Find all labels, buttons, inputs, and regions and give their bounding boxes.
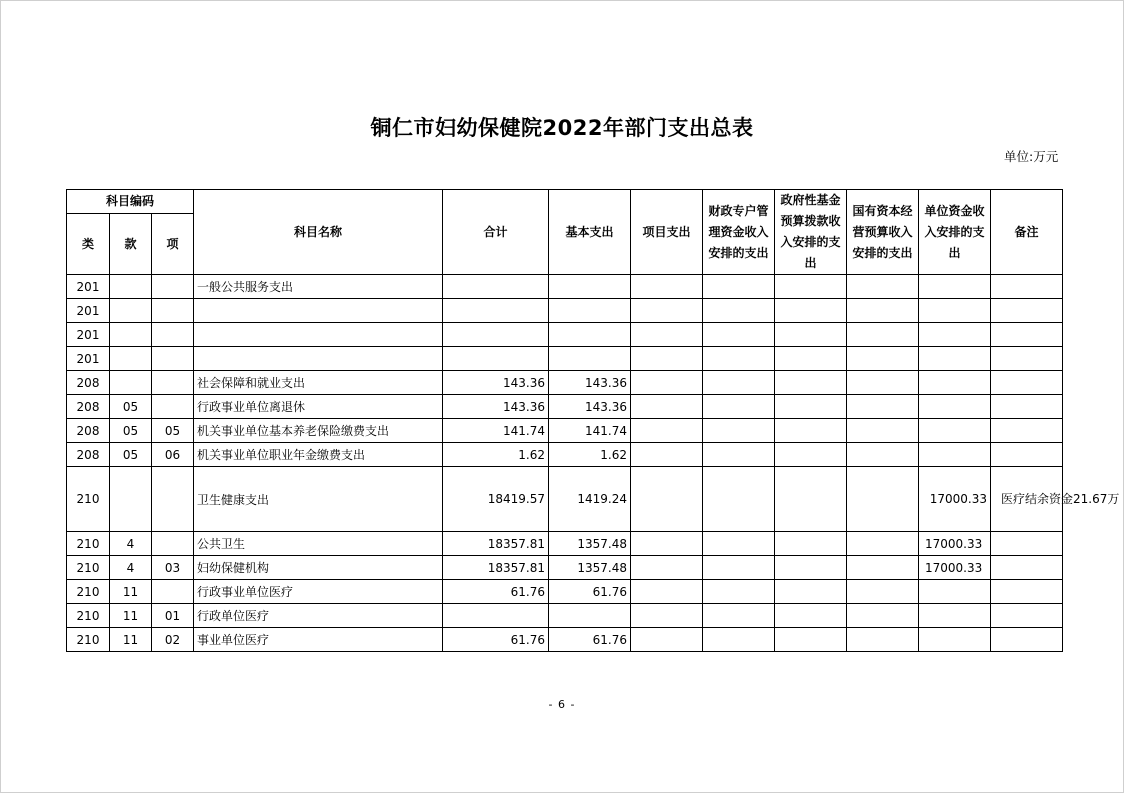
cell-state-capital	[847, 604, 919, 628]
cell-project	[631, 628, 703, 652]
cell-project	[631, 275, 703, 299]
cell-xiang	[152, 532, 194, 556]
cell-total	[443, 275, 549, 299]
table-row	[67, 395, 1063, 419]
cell-unit-funds	[919, 580, 991, 604]
cell-kuan: 11	[110, 604, 152, 628]
table-row	[67, 275, 1063, 299]
cell-basic: 143.36	[549, 371, 631, 395]
cell-name: 公共卫生	[194, 532, 443, 556]
cell-unit-funds	[919, 275, 991, 299]
cell-kuan: 4	[110, 532, 152, 556]
cell-lei: 210	[67, 580, 110, 604]
cell-total: 143.36	[443, 395, 549, 419]
cell-name: 行政事业单位医疗	[194, 580, 443, 604]
page-number: - 6 -	[548, 698, 576, 711]
cell-basic	[549, 299, 631, 323]
cell-state-capital	[847, 628, 919, 652]
cell-unit-funds	[919, 323, 991, 347]
cell-lei: 208	[67, 395, 110, 419]
cell-remarks	[991, 556, 1063, 580]
cell-total: 18419.57	[443, 467, 549, 532]
table-row	[67, 347, 1063, 371]
cell-unit-funds	[919, 604, 991, 628]
cell-remarks	[991, 604, 1063, 628]
cell-kuan	[110, 299, 152, 323]
header-code-group: 科目编码	[67, 190, 194, 214]
cell-state-capital	[847, 580, 919, 604]
cell-lei: 210	[67, 532, 110, 556]
cell-gov-fund	[775, 299, 847, 323]
cell-name: 行政单位医疗	[194, 604, 443, 628]
cell-unit-funds: 17000.33	[919, 532, 991, 556]
cell-remarks	[991, 347, 1063, 371]
cell-remarks	[991, 371, 1063, 395]
table-row	[67, 628, 1063, 652]
cell-basic: 141.74	[549, 419, 631, 443]
cell-remarks: 医疗结余资金21.67万	[991, 467, 1063, 532]
cell-gov-fund	[775, 532, 847, 556]
cell-basic: 1357.48	[549, 556, 631, 580]
cell-remarks	[991, 395, 1063, 419]
cell-total: 18357.81	[443, 556, 549, 580]
cell-gov-fund	[775, 347, 847, 371]
cell-project	[631, 323, 703, 347]
cell-total	[443, 323, 549, 347]
cell-total: 61.76	[443, 628, 549, 652]
cell-lei: 208	[67, 443, 110, 467]
cell-gov-fund	[775, 580, 847, 604]
cell-state-capital	[847, 443, 919, 467]
table-row	[67, 443, 1063, 467]
cell-xiang: 05	[152, 419, 194, 443]
cell-name	[194, 299, 443, 323]
cell-lei: 210	[67, 628, 110, 652]
cell-fiscal-special	[703, 467, 775, 532]
cell-xiang: 03	[152, 556, 194, 580]
cell-project	[631, 580, 703, 604]
cell-xiang	[152, 323, 194, 347]
cell-gov-fund	[775, 371, 847, 395]
cell-basic: 143.36	[549, 395, 631, 419]
cell-kuan	[110, 347, 152, 371]
cell-name	[194, 323, 443, 347]
cell-basic: 1.62	[549, 443, 631, 467]
cell-project	[631, 532, 703, 556]
cell-total	[443, 604, 549, 628]
cell-project	[631, 467, 703, 532]
cell-kuan: 05	[110, 419, 152, 443]
cell-remarks	[991, 419, 1063, 443]
cell-fiscal-special	[703, 347, 775, 371]
table-row	[67, 556, 1063, 580]
cell-kuan: 4	[110, 556, 152, 580]
cell-project	[631, 604, 703, 628]
cell-lei: 210	[67, 604, 110, 628]
cell-remarks	[991, 532, 1063, 556]
cell-name: 事业单位医疗	[194, 628, 443, 652]
cell-remarks	[991, 275, 1063, 299]
cell-total: 1.62	[443, 443, 549, 467]
cell-name: 社会保障和就业支出	[194, 371, 443, 395]
header-project: 项目支出	[631, 190, 703, 275]
cell-total: 18357.81	[443, 532, 549, 556]
header-fiscal-special: 财政专户管理资金收入安排的支出	[703, 190, 775, 275]
cell-fiscal-special	[703, 443, 775, 467]
cell-xiang	[152, 580, 194, 604]
cell-unit-funds	[919, 347, 991, 371]
cell-project	[631, 347, 703, 371]
cell-lei: 210	[67, 556, 110, 580]
cell-basic	[549, 275, 631, 299]
unit-label: 单位:万元	[1004, 149, 1059, 164]
cell-fiscal-special	[703, 628, 775, 652]
cell-unit-funds	[919, 371, 991, 395]
cell-xiang	[152, 395, 194, 419]
table-row	[67, 323, 1063, 347]
cell-gov-fund	[775, 275, 847, 299]
cell-xiang	[152, 347, 194, 371]
cell-project	[631, 443, 703, 467]
cell-unit-funds	[919, 395, 991, 419]
cell-fiscal-special	[703, 299, 775, 323]
cell-gov-fund	[775, 467, 847, 532]
cell-fiscal-special	[703, 580, 775, 604]
cell-basic	[549, 604, 631, 628]
cell-unit-funds	[919, 299, 991, 323]
cell-xiang: 01	[152, 604, 194, 628]
header-basic: 基本支出	[549, 190, 631, 275]
table-row	[67, 604, 1063, 628]
cell-name: 一般公共服务支出	[194, 275, 443, 299]
cell-basic: 1419.24	[549, 467, 631, 532]
cell-state-capital	[847, 299, 919, 323]
cell-lei: 201	[67, 323, 110, 347]
cell-total	[443, 299, 549, 323]
header-kuan: 款	[110, 214, 152, 275]
cell-lei: 208	[67, 371, 110, 395]
cell-remarks	[991, 323, 1063, 347]
cell-gov-fund	[775, 395, 847, 419]
cell-unit-funds	[919, 419, 991, 443]
cell-total	[443, 347, 549, 371]
cell-kuan: 11	[110, 628, 152, 652]
cell-state-capital	[847, 467, 919, 532]
cell-xiang	[152, 275, 194, 299]
cell-xiang	[152, 467, 194, 532]
cell-fiscal-special	[703, 556, 775, 580]
cell-state-capital	[847, 371, 919, 395]
cell-project	[631, 371, 703, 395]
cell-name: 机关事业单位基本养老保险缴费支出	[194, 419, 443, 443]
cell-remarks	[991, 443, 1063, 467]
cell-unit-funds	[919, 443, 991, 467]
cell-basic: 61.76	[549, 580, 631, 604]
cell-xiang: 02	[152, 628, 194, 652]
cell-fiscal-special	[703, 419, 775, 443]
cell-name: 妇幼保健机构	[194, 556, 443, 580]
cell-kuan	[110, 323, 152, 347]
cell-project	[631, 419, 703, 443]
cell-name: 机关事业单位职业年金缴费支出	[194, 443, 443, 467]
cell-kuan: 05	[110, 443, 152, 467]
header-xiang: 项	[152, 214, 194, 275]
cell-remarks	[991, 299, 1063, 323]
table-row	[67, 467, 1063, 532]
table-row	[67, 580, 1063, 604]
cell-gov-fund	[775, 419, 847, 443]
cell-project	[631, 395, 703, 419]
cell-xiang	[152, 371, 194, 395]
cell-state-capital	[847, 395, 919, 419]
cell-total: 61.76	[443, 580, 549, 604]
table-row	[67, 299, 1063, 323]
cell-xiang: 06	[152, 443, 194, 467]
header-gov-fund: 政府性基金预算拨款收入安排的支出	[775, 190, 847, 275]
cell-state-capital	[847, 419, 919, 443]
cell-gov-fund	[775, 443, 847, 467]
cell-state-capital	[847, 556, 919, 580]
cell-fiscal-special	[703, 395, 775, 419]
cell-project	[631, 299, 703, 323]
cell-state-capital	[847, 275, 919, 299]
cell-remarks	[991, 580, 1063, 604]
cell-fiscal-special	[703, 604, 775, 628]
cell-basic: 1357.48	[549, 532, 631, 556]
cell-unit-funds: 17000.33	[919, 467, 991, 532]
cell-lei: 201	[67, 275, 110, 299]
header-name: 科目名称	[194, 190, 443, 275]
table-row	[67, 419, 1063, 443]
cell-gov-fund	[775, 323, 847, 347]
cell-lei: 201	[67, 299, 110, 323]
cell-kuan	[110, 371, 152, 395]
cell-name	[194, 347, 443, 371]
cell-fiscal-special	[703, 323, 775, 347]
cell-gov-fund	[775, 604, 847, 628]
cell-unit-funds	[919, 628, 991, 652]
cell-fiscal-special	[703, 275, 775, 299]
cell-fiscal-special	[703, 532, 775, 556]
header-total: 合计	[443, 190, 549, 275]
cell-state-capital	[847, 532, 919, 556]
cell-xiang	[152, 299, 194, 323]
cell-gov-fund	[775, 556, 847, 580]
cell-total: 143.36	[443, 371, 549, 395]
cell-project	[631, 556, 703, 580]
cell-gov-fund	[775, 628, 847, 652]
table-body	[67, 275, 1120, 652]
cell-kuan	[110, 467, 152, 532]
expenditure-table	[66, 189, 1120, 652]
cell-state-capital	[847, 323, 919, 347]
cell-kuan: 11	[110, 580, 152, 604]
cell-state-capital	[847, 347, 919, 371]
cell-unit-funds: 17000.33	[919, 556, 991, 580]
cell-kuan: 05	[110, 395, 152, 419]
header-unit-funds: 单位资金收入安排的支出	[919, 190, 991, 275]
header-lei: 类	[67, 214, 110, 275]
cell-basic	[549, 323, 631, 347]
cell-remarks	[991, 628, 1063, 652]
header-remarks: 备注	[991, 190, 1063, 275]
cell-basic: 61.76	[549, 628, 631, 652]
cell-lei: 208	[67, 419, 110, 443]
table-row	[67, 371, 1063, 395]
header-state-capital: 国有资本经营预算收入安排的支出	[847, 190, 919, 275]
cell-fiscal-special	[703, 371, 775, 395]
page-title: 铜仁市妇幼保健院2022年部门支出总表	[370, 116, 754, 140]
cell-kuan	[110, 275, 152, 299]
cell-name: 行政事业单位离退休	[194, 395, 443, 419]
cell-name: 卫生健康支出	[194, 467, 443, 532]
cell-lei: 201	[67, 347, 110, 371]
cell-lei: 210	[67, 467, 110, 532]
table-row	[67, 532, 1063, 556]
cell-basic	[549, 347, 631, 371]
cell-total: 141.74	[443, 419, 549, 443]
